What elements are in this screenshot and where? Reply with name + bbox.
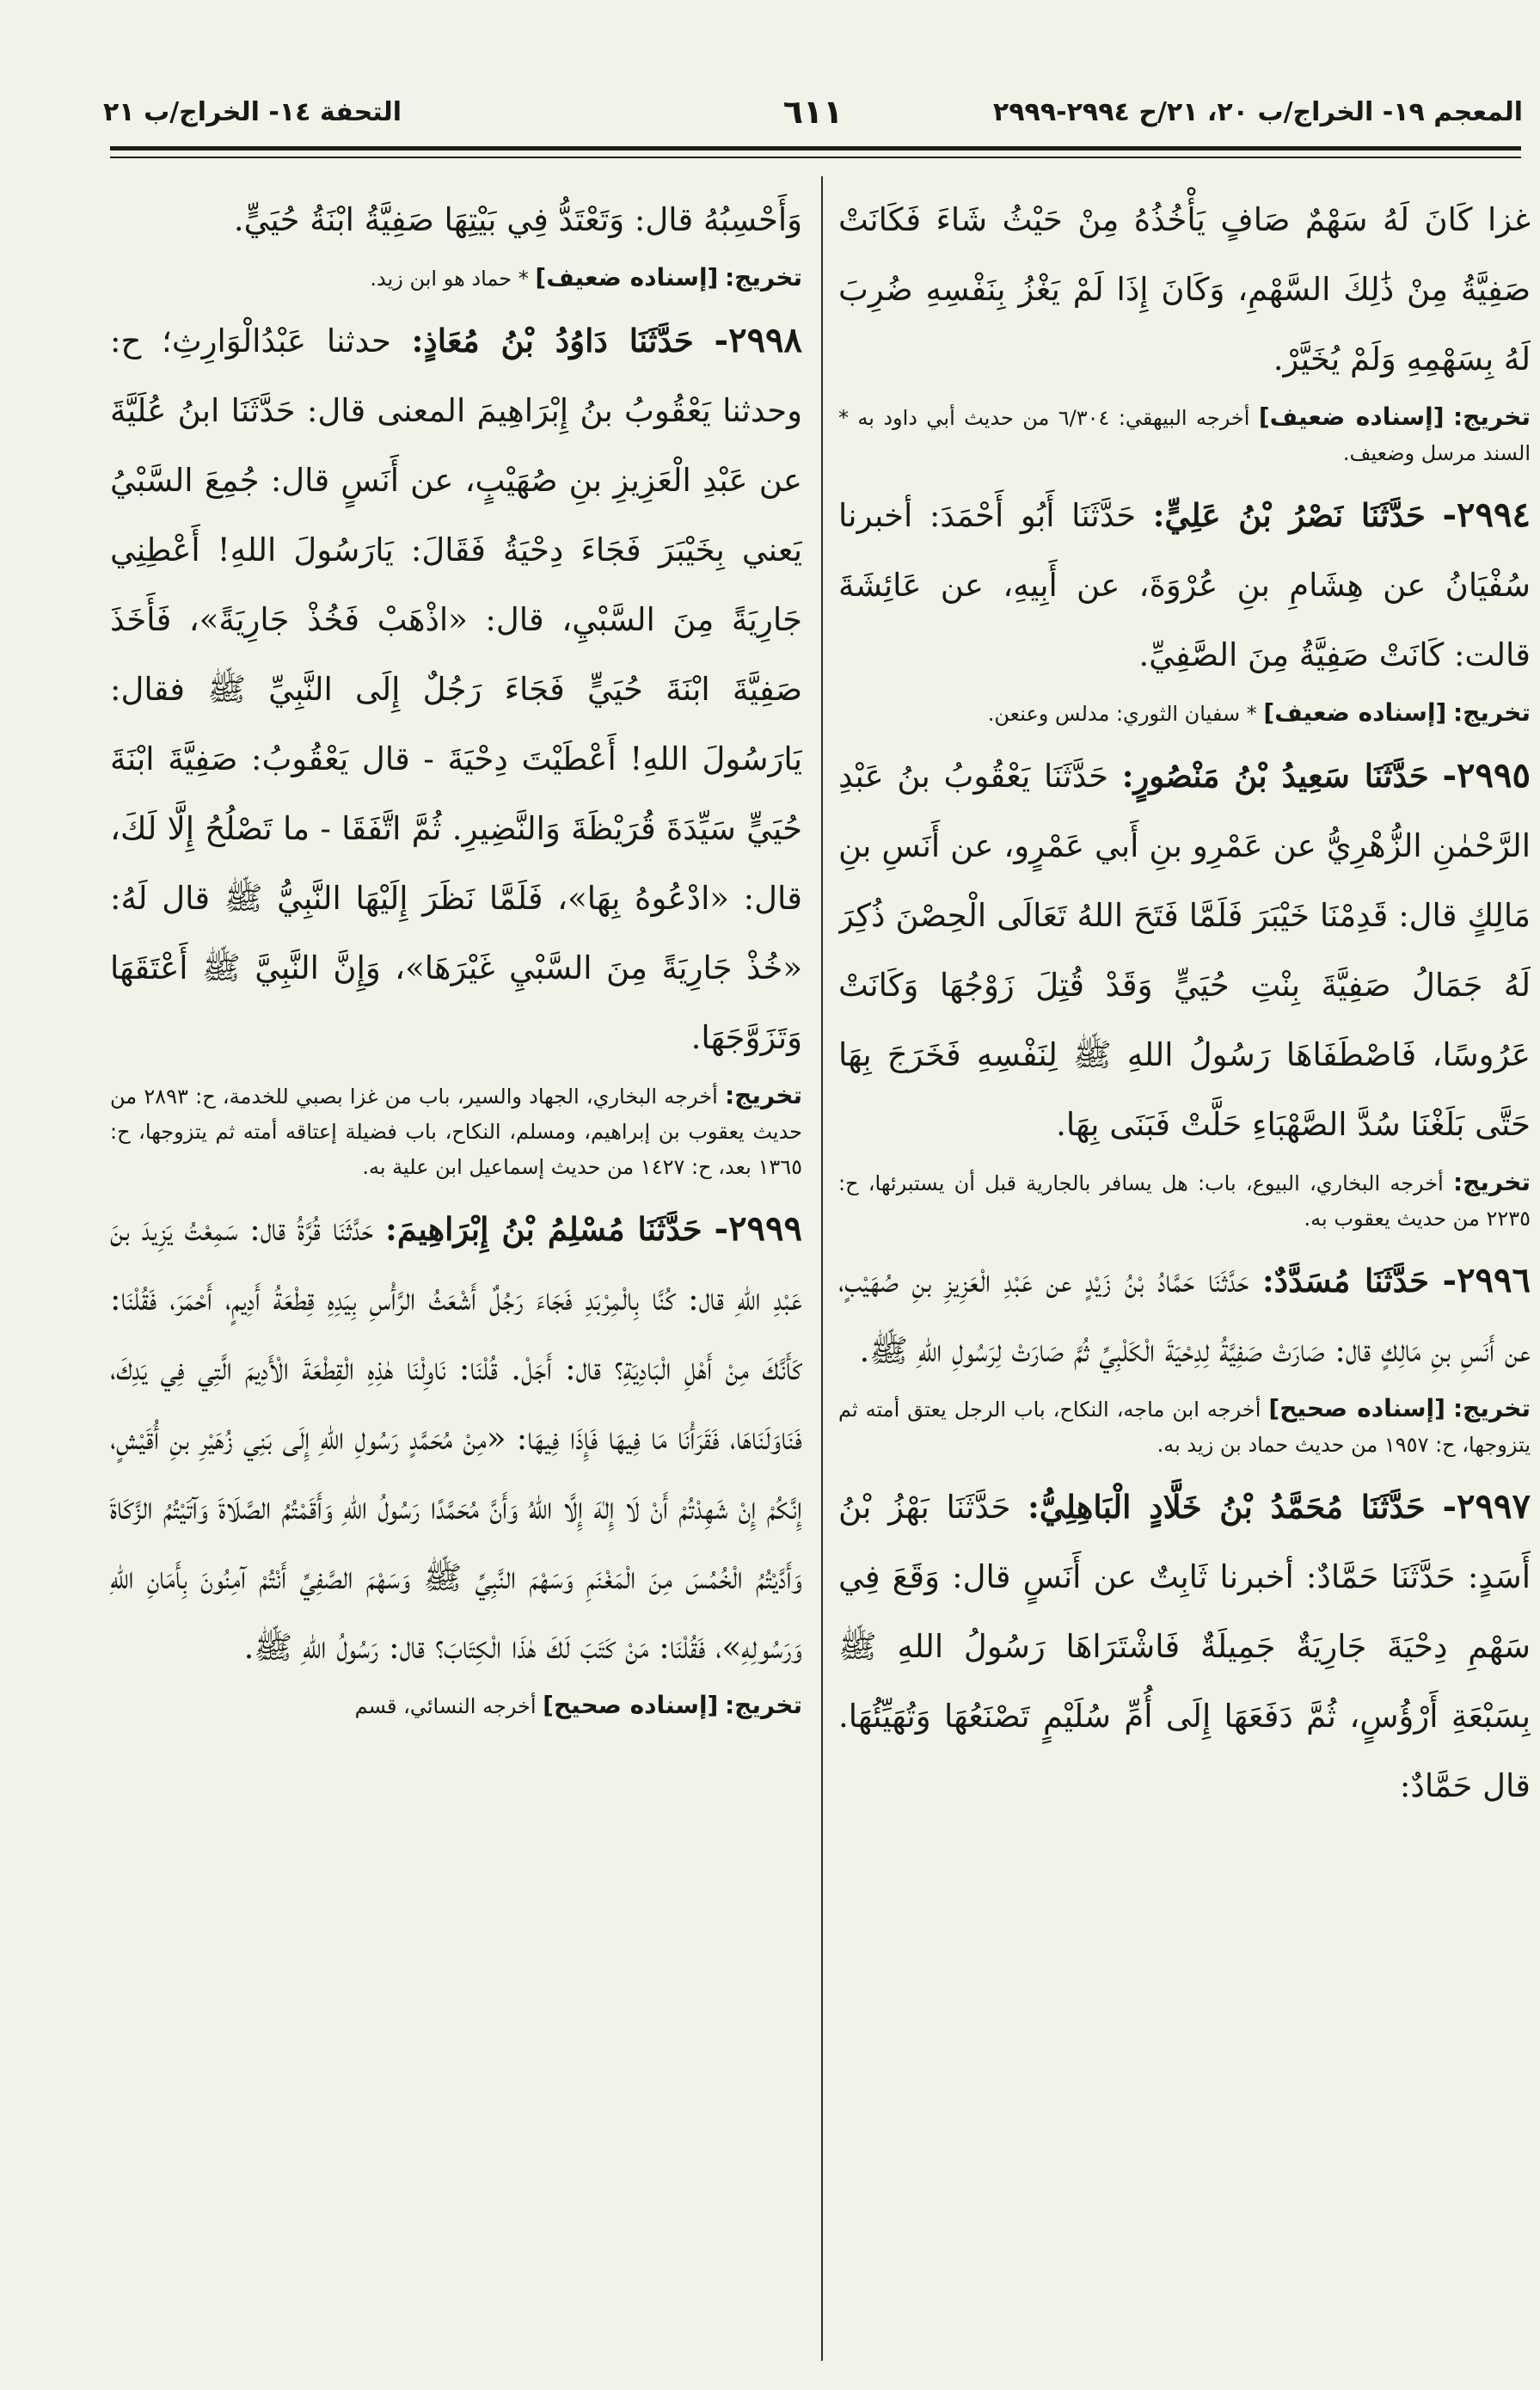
hadith-number: ٢٩٩٦- (1442, 1260, 1531, 1300)
hadith-text: حَدَّثَنَا بَهْزُ بْنُ أَسَدٍ: حَدَّثَنَا حَمَّادٌ: أخبرنا ثَابِتٌ عن أَنَسٍ قال: وَقَعَ فِي سَهْمِ دِحْيَةَ جَارِيَةٌ جَمِيلَةٌ فَاشْتَرَاهَا رَسُولُ اللهِ ﷺ بِسَبْعَةِ أَرْؤُسٍ، ثُمَّ دَفَعَهَا إِلَى أُمِّ سُلَيْمٍ تَصْنَعُهَا وَتُهَيِّئُهَا. قال حَمَّادٌ: (838, 1489, 1531, 1804)
page-number: ٦١١ (782, 93, 844, 131)
hadith-number: ٢٩٩٥- (1442, 755, 1531, 796)
takhrij-grade: [إسناده صحيح] (543, 1691, 719, 1719)
takhrij-label: تخريج: (1452, 402, 1531, 431)
takhrij-text: أخرجه البخاري، البيوع، باب: هل يسافر بالجارية قبل أن يستبرئها، ح: ٢٢٣٥ من حديث يعقوب به. (838, 1171, 1531, 1231)
hadith-2997 (838, 1471, 1531, 1821)
page-header (103, 86, 1523, 138)
hadith-number: ٢٩٩٧- (1442, 1486, 1531, 1527)
takhrij-grade: [إسناده ضعيف] (1263, 698, 1447, 727)
takhrij-label: تخريج: (724, 263, 802, 292)
takhrij-2995 (838, 1164, 1531, 1237)
header-right-reference: المعجم ١٩- الخراج/ب ٢٠، ٢١/ح ٢٩٩٤-٢٩٩٩ (992, 96, 1523, 127)
takhrij-text: أخرجه ابن ماجه، النكاح، باب الرجل يعتق أمته ثم يتزوجها، ح: ١٩٥٧ من حديث حماد بن زيد به. (838, 1398, 1531, 1457)
right-column (838, 185, 1531, 2361)
takhrij-grade: [إسناده صحيح] (1268, 1394, 1445, 1422)
takhrij-2996 (838, 1391, 1531, 1463)
takhrij-text: أخرجه البيهقي: ٦/٣٠٤ من حديث أبي داود به * السند مرسل وضعيف. (838, 406, 1531, 465)
hadith-narrator: حَدَّثَنَا مُسْلِمُ بْنُ إِبْرَاهِيمَ: (385, 1210, 703, 1248)
hadith-2999 (110, 1194, 802, 1682)
hadith-narrator: حَدَّثَنَا نَصْرُ بْنُ عَلِيٍّ: (1152, 496, 1426, 534)
takhrij-2994 (838, 695, 1531, 732)
hadith-narrator: حَدَّثَنَا دَاوُدُ بْنُ مُعَاذٍ: (411, 322, 694, 359)
hadith-text: حَدَّثَنَا حَمَّادُ بْنُ زَيْدٍ عن عَبْدِ الْعَزِيزِ بنِ صُهَيْبٍ، عن أَنَسِ بنِ مَالِكٍ قال: صَارَتْ صَفِيَّةُ لِدِحْيَةَ الْكَلْبِيِّ ثُمَّ صَارَتْ لِرَسُولِ اللهِ ﷺ. (838, 1263, 1531, 1369)
header-rule-thick (110, 146, 1521, 151)
hadith-text: حَدَّثَنَا يَعْقُوبُ بنُ عَبْدِ الرَّحْمٰنِ الزُّهْرِيُّ عن عَمْرِو بنِ أَبي عَمْرٍو، عن أَنَسِ بنِ مَالِكٍ قال: قَدِمْنَا خَيْبَرَ فَلَمَّا فَتَحَ اللهُ تَعَالَى الْحِصْنَ ذُكِرَ لَهُ جَمَالُ صَفِيَّةَ بِنْتِ حُيَيٍّ وَقَدْ قُتِلَ زَوْجُهَا وَكَانَتْ عَرُوسًا، فَاصْطَفَاهَا رَسُولُ اللهِ ﷺ لِنَفْسِهِ فَخَرَجَ بِهَا حَتَّى بَلَغْنَا سُدَّ الصَّهْبَاءِ حَلَّتْ فَبَنَى بِهَا. (838, 758, 1531, 1143)
hadith-2994 (838, 480, 1531, 690)
takhrij-2999 (110, 1687, 802, 1724)
takhrij-grade: [إسناده ضعيف] (1258, 402, 1445, 431)
column-divider (821, 176, 823, 2361)
hadith-text: حَدَّثَنَا أَبُو أَحْمَدَ: أخبرنا سُفْيَانُ عن هِشَامِ بنِ عُرْوَةَ، عن أَبِيهِ، عن عَائِشَةَ قالت: كَانَتْ صَفِيَّةُ مِنَ الصَّفِيِّ. (838, 497, 1531, 673)
header-left-reference: التحفة ١٤- الخراج/ب ٢١ (103, 96, 402, 127)
hadith-narrator: حَدَّثَنَا سَعِيدُ بْنُ مَنْصُورٍ: (1121, 757, 1429, 795)
takhrij-text: * حماد هو ابن زيد. (370, 267, 529, 291)
hadith-number: ٢٩٩٨- (714, 320, 802, 360)
hadith-number: ٢٩٩٤- (1442, 495, 1531, 535)
hadith-2998 (110, 305, 802, 1072)
hadith-2993-continuation: غزا كَانَ لَهُ سَهْمٌ صَافٍ يَأْخُذُهُ مِنْ حَيْثُ شَاءَ فَكَانَتْ صَفِيَّةُ مِنْ ذَٰلِكَ السَّهْمِ، وَكَانَ إِذَا لَمْ يَغْزُ بِنَفْسِهِ ضُرِبَ لَهُ بِسَهْمِهِ وَلَمْ يُخَيَّرْ. (838, 201, 1531, 378)
takhrij-label: تخريج: (724, 1691, 802, 1719)
takhrij-label: تخريج: (724, 1081, 802, 1109)
takhrij-label: تخريج: (1452, 1394, 1531, 1422)
takhrij-2993 (838, 399, 1531, 471)
takhrij-2998 (110, 1078, 802, 1185)
hadith-narrator: حَدَّثَنَا مُسَدَّدٌ: (1261, 1262, 1429, 1299)
takhrij-text: * سفيان الثوري: مدلس وعنعن. (987, 702, 1257, 726)
takhrij-grade: [إسناده ضعيف] (535, 263, 719, 292)
hadith-text: حدثنا عَبْدُالْوَارِثِ؛ ح: وحدثنا يَعْقُوبُ بنُ إِبْرَاهِيمَ المعنى قال: حَدَّثَنَا ابنُ عُلَيَّةَ عن عَبْدِ الْعَزِيزِ بنِ صُهَيْبٍ، عن أَنَسٍ قال: جُمِعَ السَّبْيُ يَعني بِخَيْبَرَ فَجَاءَ دِحْيَةُ فَقَالَ: يَارَسُولَ اللهِ! أَعْطِنِي جَارِيَةً مِنَ السَّبْيِ، قال: «اذْهَبْ فَخُذْ جَارِيَةً»، فَأَخَذَ صَفِيَّةَ ابْنَةَ حُيَيٍّ فَجَاءَ رَجُلٌ إِلَى النَّبِيِّ ﷺ فقال: يَارَسُولَ اللهِ! أَعْطَيْتَ دِحْيَةَ - قال يَعْقُوبُ: صَفِيَّةَ ابْنَةَ حُيَيٍّ سَيِّدَةَ قُرَيْظَةَ وَالنَّضِيرِ. ثُمَّ اتَّفَقَا - ما تَصْلُحُ إِلَّا لَكَ، قال: «ادْعُوهُ بِهَا»، فَلَمَّا نَظَرَ إِلَيْهَا النَّبِيُّ ﷺ قال لَهُ: «خُذْ جَارِيَةً مِنَ السَّبْيِ غَيْرَهَا»، وَإِنَّ النَّبِيَّ ﷺ أَعْتَقَهَا وَتَزَوَّجَهَا. (110, 323, 802, 1056)
hadith-number: ٢٩٩٩- (714, 1208, 802, 1249)
takhrij-label: تخريج: (1452, 698, 1531, 727)
header-rule-thin (110, 157, 1521, 158)
takhrij-2997 (110, 260, 802, 297)
left-column (110, 185, 802, 2361)
hadith-2997-continuation: وَأَحْسِبُهُ قال: وَتَعْتَدُّ فِي بَيْتِهَا صَفِيَّةُ ابْنَةُ حُيَيٍّ. (233, 201, 802, 238)
takhrij-text: أخرجه النسائي، قسم (354, 1694, 537, 1718)
hadith-2996 (838, 1245, 1531, 1385)
hadith-2995 (838, 740, 1531, 1159)
hadith-text: حَدَّثَنَا قُرَّةُ قال: سَمِعْتُ يَزِيدَ بنَ عَبْدِ اللهِ قال: كُنَّا بِالْمِرْبَدِ فَجَاءَ رَجُلٌ أَشْعَثُ الرَّأْسِ بِيَدِهِ قِطْعَةُ أَدِيمٍ، أَحْمَرَ، فَقُلْنَا: كَأَنَّكَ مِنْ أَهْلِ الْبَادِيَةِ؟ قال: أَجَلْ. قُلْنَا: نَاوِلْنَا هٰذِهِ الْقِطْعَةَ الْأَدِيمَ الَّتِي فِي يَدِكَ، فَنَاوَلَنَاهَا، فَقَرَأْنَا مَا فِيهَا فَإِذَا فِيهَا: «مِنْ مُحَمَّدٍ رَسُولِ اللهِ إِلَى بَنِي زُهَيْرِ بنِ أُقَيْشٍ، إِنَّكُمْ إِنْ شَهِدْتُمْ أَنْ لَا إِلٰهَ إِلَّا اللهُ وَأَنَّ مُحَمَّدًا رَسُولُ اللهِ وَأَقَمْتُمُ الصَّلَاةَ وَآتَيْتُمُ الزَّكَاةَ وَأَدَّيْتُمُ الْخُمُسَ مِنَ الْمَغْنَمِ وَسَهْمَ النَّبِيِّ ﷺ وَسَهْمَ الصَّفِيِّ أَنْتُمْ آمِنُونَ بِأَمَانِ اللهِ وَرَسُولِهِ»، فَقُلْنَا: مَنْ كَتَبَ لَكَ هٰذَا الْكِتَابَ؟ قال: رَسُولُ اللهِ ﷺ. (110, 1211, 802, 1666)
takhrij-label: تخريج: (1452, 1168, 1531, 1196)
takhrij-text: أخرجه البخاري، الجهاد والسير، باب من غزا بصبي للخدمة، ح: ٢٨٩٣ من حديث يعقوب بن إبراهيم، ومسلم، النكاح، باب فضيلة إعتاقه أمته ثم يتزوجها، ح: ١٣٦٥ بعد، ح: ١٤٢٧ من حديث إسماعيل ابن علية به. (110, 1084, 802, 1179)
hadith-narrator: حَدَّثَنَا مُحَمَّدُ بْنُ خَلَّادٍ الْبَاهِلِيُّ: (1028, 1488, 1426, 1526)
